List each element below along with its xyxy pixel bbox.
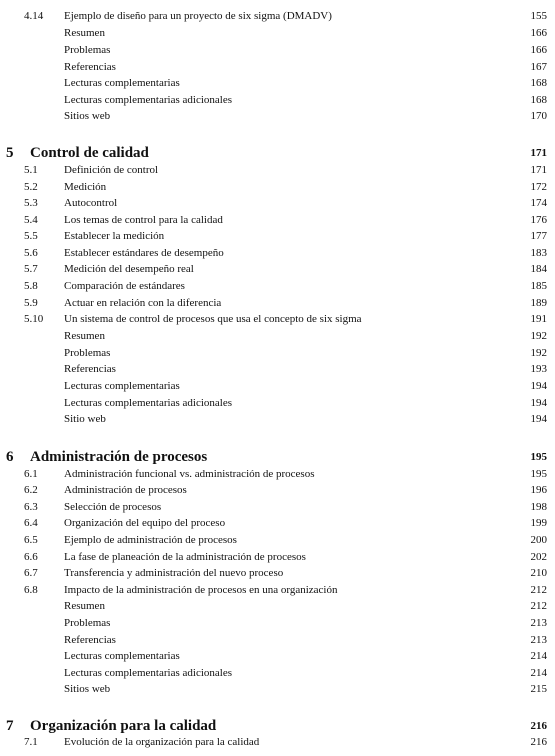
section-page: 184: [530, 263, 547, 275]
section-number: 6.5: [24, 534, 38, 546]
toc-section-6-6: [0, 549, 555, 565]
toc-section-5-2: [0, 179, 555, 195]
section-number: 6.1: [24, 468, 38, 480]
section-number: 5.4: [24, 214, 38, 226]
chapter-number: 5: [6, 145, 14, 161]
section-title: Selección de procesos: [64, 501, 162, 513]
section-title: Impacto de la administración de procesos en una organización: [64, 584, 338, 596]
toc-section-6-8: [0, 582, 555, 598]
section-number: 5.3: [24, 197, 38, 209]
section-title: Un sistema de control de procesos que usa el concepto de six sigma: [64, 313, 362, 325]
section-title: Medición: [64, 181, 107, 193]
extra-page: 166: [530, 44, 547, 56]
extra-page: 166: [530, 27, 547, 39]
toc-section-5-6: [0, 245, 555, 261]
extra-page: 215: [530, 683, 547, 695]
extra-title: Problemas: [64, 347, 111, 359]
section-page: 199: [530, 517, 547, 529]
section-number: 6.7: [24, 567, 38, 579]
chapter-number: 7: [6, 718, 14, 734]
section-title: Establecer estándares de desempeño: [64, 247, 224, 259]
section-page: 216: [530, 736, 547, 748]
section-title: Ejemplo de administración de procesos: [64, 534, 237, 546]
toc-extra-ch6-lecturas-adicionales: [0, 665, 555, 681]
toc-section-6-3: [0, 499, 555, 515]
toc-extra-ch6-referencias: [0, 632, 555, 648]
extra-page: 168: [530, 77, 547, 89]
section-number: 6.3: [24, 501, 38, 513]
extra-title: Sitio web: [64, 413, 106, 425]
section-page: 200: [530, 534, 547, 546]
section-page: 155: [530, 10, 547, 22]
extra-title: Referencias: [64, 363, 116, 375]
section-title: Establecer la medición: [64, 230, 165, 242]
extra-title: Problemas: [64, 617, 111, 629]
section-number: 5.5: [24, 230, 38, 242]
chapter-page: 171: [530, 147, 547, 159]
extra-title: Lecturas complementarias: [64, 77, 180, 89]
section-title: Medición del desempeño real: [64, 263, 194, 275]
section-number: 4.14: [24, 10, 44, 22]
extra-title: Lecturas complementarias: [64, 650, 180, 662]
extra-page: 214: [530, 667, 547, 679]
chapter-page: 195: [530, 451, 547, 463]
section-number: 7.1: [24, 736, 38, 748]
section-title: Actuar en relación con la diferencia: [64, 297, 222, 309]
section-page: 174: [530, 197, 547, 209]
extra-page: 192: [530, 347, 547, 359]
extra-title: Referencias: [64, 634, 116, 646]
toc-section-5-4: [0, 212, 555, 228]
section-page: 176: [530, 214, 547, 226]
toc-section-6-1: [0, 466, 555, 482]
toc-extra-ch6-resumen: [0, 598, 555, 614]
toc-section-5-1: [0, 162, 555, 178]
toc-extra-ch5-referencias: [0, 361, 555, 377]
section-page: 198: [530, 501, 547, 513]
extra-title: Lecturas complementarias adicionales: [64, 667, 232, 679]
section-title: Comparación de estándares: [64, 280, 185, 292]
toc-extra-ch6-lecturas: [0, 648, 555, 664]
section-page: 191: [530, 313, 547, 325]
section-page: 177: [530, 230, 547, 242]
extra-page: 168: [530, 94, 547, 106]
toc-extra-ch5-lecturas: [0, 378, 555, 394]
toc-extra-ch4-sitios-web: [0, 108, 555, 124]
section-number: 6.2: [24, 484, 38, 496]
extra-page: 212: [530, 600, 547, 612]
extra-page: 194: [530, 397, 547, 409]
section-page: 171: [530, 164, 547, 176]
section-number: 5.7: [24, 263, 38, 275]
extra-title: Lecturas complementarias: [64, 380, 180, 392]
toc-chapter-6: [0, 447, 555, 467]
extra-page: 213: [530, 634, 547, 646]
toc-section-5-3: [0, 195, 555, 211]
toc-extra-ch6-sitios-web: [0, 681, 555, 697]
chapter-title: Administración de procesos: [30, 449, 208, 465]
toc-extra-ch4-lecturas-adicionales: [0, 92, 555, 108]
extra-title: Sitios web: [64, 683, 111, 695]
toc-section-7-1: [0, 734, 555, 750]
toc-extra-ch5-lecturas-adicionales: [0, 395, 555, 411]
section-number: 5.8: [24, 280, 38, 292]
toc-extra-ch4-lecturas: [0, 75, 555, 91]
extra-page: 170: [530, 110, 547, 122]
section-number: 5.2: [24, 181, 38, 193]
toc-extra-ch5-problemas: [0, 345, 555, 361]
extra-title: Problemas: [64, 44, 111, 56]
toc-chapter-7: [0, 716, 555, 736]
extra-title: Referencias: [64, 61, 116, 73]
section-title: Evolución de la organización para la calidad: [64, 736, 260, 748]
section-title: Transferencia y administración del nuevo proceso: [64, 567, 284, 579]
toc-section-5-5: [0, 228, 555, 244]
extra-title: Lecturas complementarias adicionales: [64, 94, 232, 106]
section-page: 212: [530, 584, 547, 596]
section-page: 172: [530, 181, 547, 193]
extra-page: 194: [530, 380, 547, 392]
extra-page: 193: [530, 363, 547, 375]
toc-section-5-7: [0, 261, 555, 277]
toc-section-4-14: [0, 8, 555, 24]
extra-page: 192: [530, 330, 547, 342]
extra-title: Resumen: [64, 27, 105, 39]
section-title: Los temas de control para la calidad: [64, 214, 223, 226]
section-number: 5.6: [24, 247, 38, 259]
extra-page: 167: [530, 61, 547, 73]
section-number: 6.8: [24, 584, 38, 596]
section-title: Organización del equipo del proceso: [64, 517, 226, 529]
section-number: 5.9: [24, 297, 38, 309]
chapter-page: 216: [530, 720, 547, 732]
toc-section-5-10: [0, 311, 555, 327]
section-title: Administración de procesos: [64, 484, 187, 496]
toc-chapter-5: [0, 143, 555, 163]
section-number: 5.10: [24, 313, 44, 325]
extra-page: 213: [530, 617, 547, 629]
toc-section-5-8: [0, 278, 555, 294]
chapter-title: Organización para la calidad: [30, 718, 217, 734]
section-number: 6.4: [24, 517, 38, 529]
section-title: La fase de planeación de la administración de procesos: [64, 551, 306, 563]
toc-extra-ch6-problemas: [0, 615, 555, 631]
toc-extra-ch4-referencias: [0, 59, 555, 75]
section-page: 183: [530, 247, 547, 259]
section-page: 196: [530, 484, 547, 496]
toc-section-5-9: [0, 295, 555, 311]
section-title: Administración funcional vs. administración de procesos: [64, 468, 315, 480]
extra-title: Sitios web: [64, 110, 111, 122]
toc-extra-ch4-resumen: [0, 25, 555, 41]
toc-extra-ch4-problemas: [0, 42, 555, 58]
chapter-number: 6: [6, 449, 14, 465]
section-title: Autocontrol: [64, 197, 118, 209]
chapter-title: Control de calidad: [30, 145, 149, 161]
extra-page: 214: [530, 650, 547, 662]
extra-title: Resumen: [64, 330, 105, 342]
section-page: 185: [530, 280, 547, 292]
section-page: 210: [530, 567, 547, 579]
extra-title: Resumen: [64, 600, 105, 612]
section-title: Ejemplo de diseño para un proyecto de six sigma (DMADV): [64, 10, 332, 22]
section-number: 6.6: [24, 551, 38, 563]
toc-section-6-4: [0, 515, 555, 531]
section-number: 5.1: [24, 164, 38, 176]
toc-section-6-5: [0, 532, 555, 548]
section-page: 195: [530, 468, 547, 480]
section-title: Definición de control: [64, 164, 159, 176]
extra-title: Lecturas complementarias adicionales: [64, 397, 232, 409]
extra-page: 194: [530, 413, 547, 425]
section-page: 202: [530, 551, 547, 563]
section-page: 189: [530, 297, 547, 309]
toc-section-6-7: [0, 565, 555, 581]
toc-extra-ch5-resumen: [0, 328, 555, 344]
toc-section-6-2: [0, 482, 555, 498]
toc-extra-ch5-sitio-web: [0, 411, 555, 427]
